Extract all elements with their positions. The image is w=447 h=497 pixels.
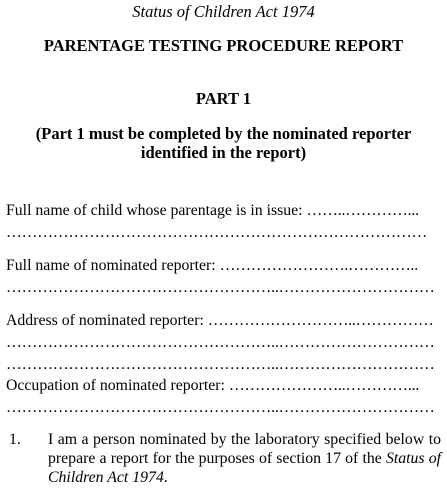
part-note-line-1: (Part 1 must be completed by the nominated reporter	[35, 124, 412, 143]
reporter-address-dots[interactable]: ………………………..……………	[207, 312, 434, 329]
child-name-dots[interactable]: ……..…………...	[306, 202, 419, 219]
part-note-line-2: identified in the report)	[140, 143, 307, 162]
reporter-occupation-line-2[interactable]: ……………………………………………..…………………………	[6, 399, 435, 416]
child-name-label: Full name of child whose parentage is in issue:	[6, 202, 307, 219]
part-title: PART 1	[195, 89, 252, 108]
reporter-name-line-2[interactable]: ……………………………………………..…………………………	[6, 279, 435, 296]
paragraph-text-end: .	[163, 469, 168, 486]
paragraph-text	[48, 430, 441, 487]
reporter-name-line-1[interactable]	[6, 255, 442, 277]
reporter-occupation-line-1[interactable]	[6, 375, 442, 397]
reporter-occupation-field[interactable]	[6, 375, 442, 419]
reporter-name-dots[interactable]: …………………….…………..	[219, 257, 419, 274]
reporter-address-line-2[interactable]: ……………………………………………..…………………………	[6, 334, 435, 351]
part-note	[30, 124, 417, 162]
child-name-line-1[interactable]	[6, 200, 442, 222]
act-title: Status of Children Act 1974	[132, 2, 315, 21]
child-name-line-2[interactable]: ………………………………………………………………………	[6, 224, 428, 241]
paragraph-number: 1.	[9, 431, 21, 448]
reporter-address-label: Address of nominated reporter:	[6, 312, 208, 329]
reporter-address-line-1[interactable]	[6, 310, 442, 332]
reporter-name-field[interactable]	[6, 255, 442, 299]
reporter-address-field[interactable]	[6, 310, 442, 376]
reporter-address-line-3[interactable]: ……………………………………………..…………………………	[6, 356, 435, 373]
paragraph-act-reference: Status of Children Act 1974	[48, 450, 442, 486]
reporter-occupation-label: Occupation of nominated reporter:	[6, 377, 229, 394]
report-title: PARENTAGE TESTING PROCEDURE REPORT	[43, 36, 404, 55]
reporter-occupation-dots[interactable]: …………………..…………...	[228, 377, 420, 394]
child-name-field[interactable]	[6, 200, 442, 244]
reporter-name-label: Full name of nominated reporter:	[6, 257, 220, 274]
paragraph-text-main: I am a person nominated by the laboratory specified below to prepare a report for the purposes of section 17 of the	[48, 431, 441, 467]
